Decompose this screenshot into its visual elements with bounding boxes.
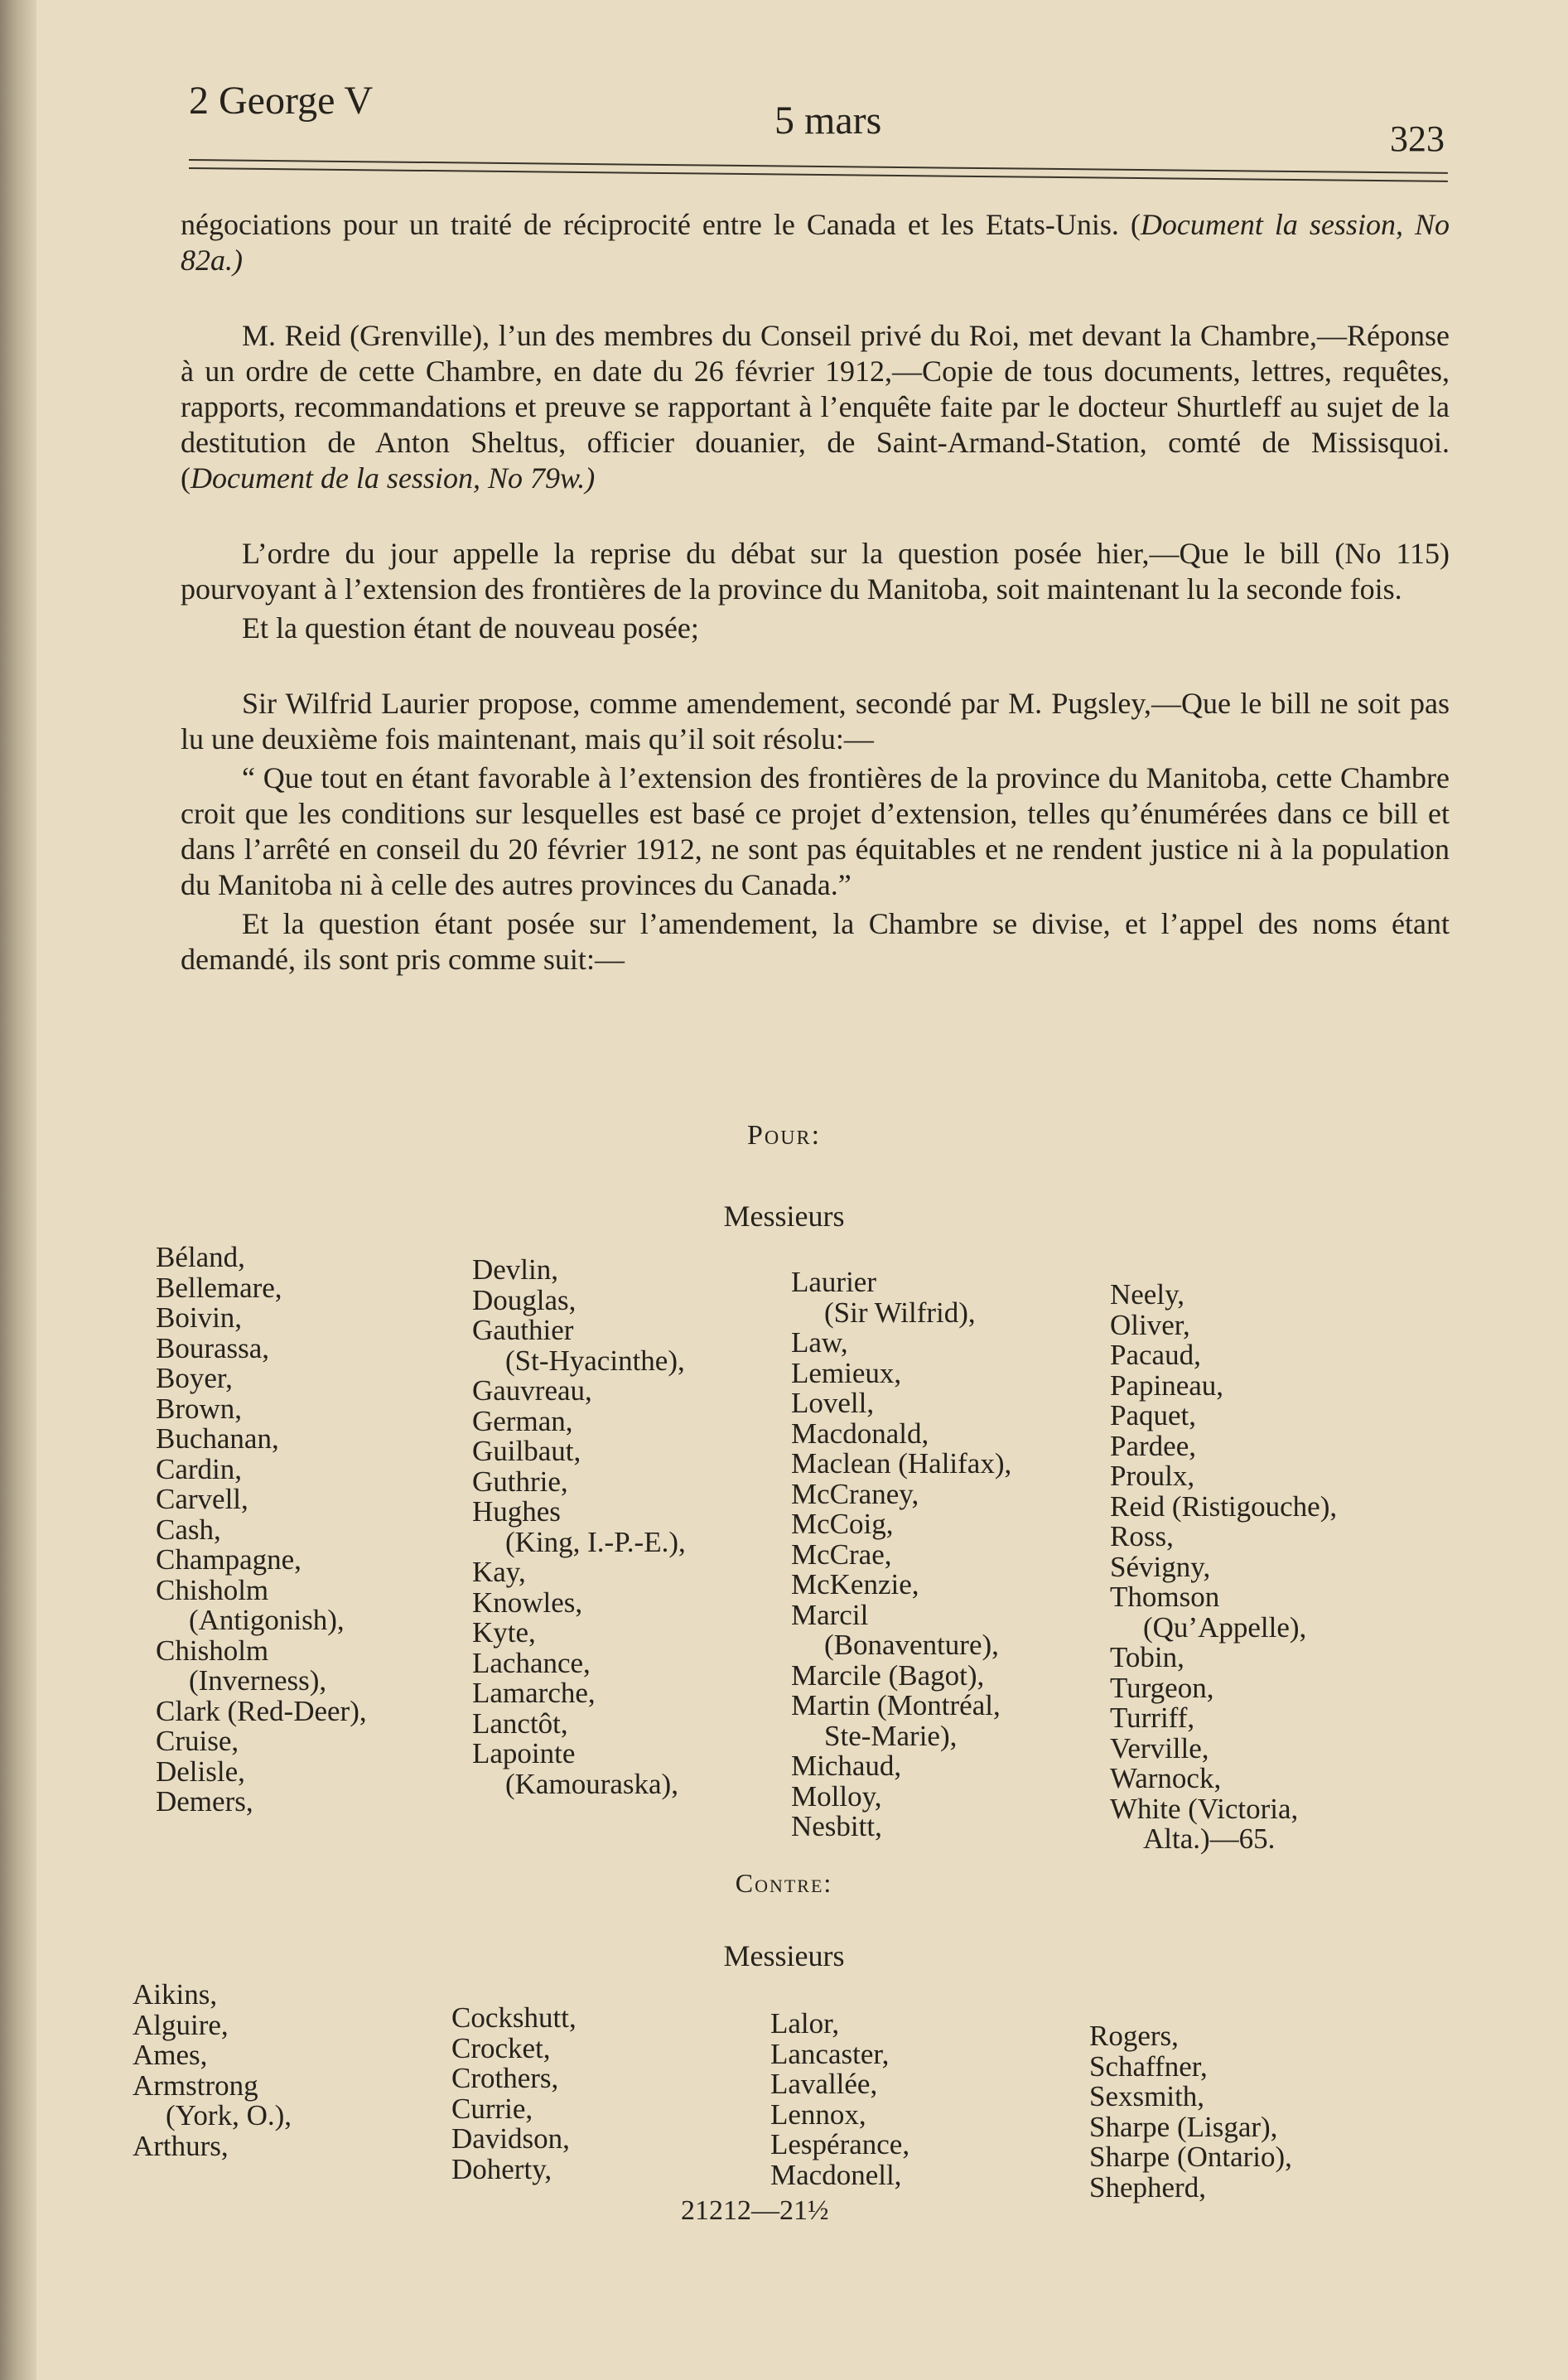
body-text <box>181 207 1450 978</box>
member-name: Boyer, <box>156 1362 233 1394</box>
member-riding: (Antigonish), <box>189 1604 345 1636</box>
member-riding: (Kamouraska), <box>505 1767 678 1800</box>
paragraph-tabled-document-2: M. Reid (Grenville), l’un des membres du Conseil privé du Roi, met devant la Chambre,—Réponse à un ordre de cette Chambre, en date du 26 février 1912,—Copie de tous documents, lettres, requêtes, rapports, recommandations et preuve se rapportant à l’enquête faite par le docteur Shurtleff au sujet de la destitution de Anton Sheltus, officier douanier, de Saint-Armand-Station, comté de Missisquoi. (Document de la session, No 79w.) <box>181 319 1450 495</box>
member-name: Rogers, <box>1089 2020 1179 2052</box>
member-riding: (Inverness), <box>189 1664 327 1697</box>
member-name: Bourassa, <box>156 1331 270 1364</box>
member-name: Lavallée, <box>770 2068 878 2100</box>
nays-heading: Contre: <box>735 1868 833 1898</box>
nays-column-2 <box>451 2003 799 2184</box>
member-name: Papineau, <box>1110 1369 1224 1402</box>
paragraph-order-of-day: L’ordre du jour appelle la reprise du débat sur la question posée hier,—Que le bill (No 115) pourvoyant à l’extension des frontières de la province du Manitoba, soit maintenant lu la seconde fois. <box>181 537 1450 606</box>
member-name: Gauvreau, <box>472 1374 592 1407</box>
member-name: Sharpe (Ontario), <box>1089 2141 1292 2173</box>
header-regnal-year: 2 George V <box>189 79 374 123</box>
header-date: 5 mars <box>774 99 882 142</box>
printer-signature: 21212—21½ <box>681 2195 829 2226</box>
member-name: Sexsmith, <box>1089 2080 1205 2112</box>
member-name: Lancaster, <box>770 2037 890 2070</box>
member-name: Hughes <box>472 1495 561 1528</box>
member-name: Champagne, <box>156 1543 302 1576</box>
member-name: Chisholm <box>156 1634 269 1667</box>
member-name: McCrae, <box>791 1538 892 1571</box>
member-name: Oliver, <box>1110 1308 1190 1341</box>
member-riding: (Bonaventure), <box>824 1629 999 1661</box>
member-name: Macdonald, <box>791 1417 929 1450</box>
member-name: Aikins, <box>133 1978 218 2011</box>
member-name: Paquet, <box>1110 1399 1197 1431</box>
yeas-column-1 <box>156 1243 504 1818</box>
member-name: Crocket, <box>451 2031 551 2064</box>
paragraph-amendment: Sir Wilfrid Laurier propose, comme amendement, secondé par M. Pugsley,—Que le bill ne soit pas lu une deuxième fois maintenant, mais qu’il soit résolu:— <box>181 687 1450 756</box>
page-number: 323 <box>1390 118 1445 159</box>
member-riding: (King, I.-P.-E.), <box>505 1525 686 1558</box>
member-name: Lemieux, <box>791 1356 902 1389</box>
member-name: Sharpe (Lisgar), <box>1089 2110 1278 2143</box>
member-name: Molloy, <box>791 1779 882 1813</box>
paragraph-amendment-text: “ Que tout en étant favorable à l’extension des frontières de la province du Manitoba, cette Chambre croit que les conditions sur lesquelles est basé ce projet d’extension, telles qu’énumérées dans ce bill et dans l’arrêté en conseil du 20 février 1912, ne sont pas équitables et ne rendent justice ni à la population du Manitoba ni à celle des autres provinces du Canada.” <box>181 761 1450 901</box>
yeas-column-2 <box>472 1255 820 1799</box>
member-name: White (Victoria, <box>1110 1792 1299 1825</box>
member-name: Ames, <box>133 2039 208 2071</box>
member-name: Lanctôt, <box>472 1707 568 1740</box>
member-name: Law, <box>791 1326 848 1359</box>
member-name: Carvell, <box>156 1483 248 1515</box>
member-name: Kyte, <box>472 1616 536 1649</box>
header-rule <box>189 159 1448 174</box>
member-name: Warnock, <box>1110 1762 1222 1794</box>
member-name: Arthurs, <box>133 2129 229 2162</box>
member-riding: (St-Hyacinthe), <box>505 1344 685 1377</box>
member-riding: Ste-Marie), <box>824 1719 958 1752</box>
member-name: Brown, <box>156 1392 243 1425</box>
member-name: Verville, <box>1110 1731 1209 1764</box>
member-name: Nesbitt, <box>791 1810 882 1842</box>
member-name: Proulx, <box>1110 1460 1195 1492</box>
yeas-total: Alta.)—65. <box>1143 1822 1276 1855</box>
paragraph-tabled-document-1: négociations pour un traité de réciprocité entre le Canada et les Etats-Unis. (Document la session, No 82a.) <box>181 208 1450 277</box>
member-name: Buchanan, <box>156 1422 279 1455</box>
member-name: Crothers, <box>451 2062 559 2094</box>
member-name: Shepherd, <box>1089 2170 1206 2204</box>
member-name: Demers, <box>156 1785 253 1818</box>
paragraph-division: Et la question étant posée sur l’amendement, la Chambre se divise, et l’appel des noms étant demandé, ils sont pris comme suit:— <box>181 907 1450 976</box>
member-name: Cruise, <box>156 1725 239 1757</box>
messieurs-heading: Messieurs <box>723 1200 845 1233</box>
member-name: Turriff, <box>1110 1702 1195 1734</box>
member-name: Michaud, <box>791 1750 902 1782</box>
nays-column-3 <box>770 2009 1118 2190</box>
member-name: Turgeon, <box>1110 1671 1214 1704</box>
member-name: Davidson, <box>451 2122 570 2155</box>
member-name: Douglas, <box>472 1283 577 1316</box>
member-name: Marcile (Bagot), <box>791 1658 985 1692</box>
member-name: Pardee, <box>1110 1429 1196 1462</box>
member-riding: (Sir Wilfrid), <box>824 1296 976 1329</box>
member-name: Lennox, <box>770 2098 866 2131</box>
member-name: McCoig, <box>791 1508 894 1540</box>
member-name: Currie, <box>451 2092 533 2125</box>
member-name: Gauthier <box>472 1314 574 1346</box>
member-name: Maclean (Halifax), <box>791 1447 1012 1480</box>
messieurs-heading: Messieurs <box>723 1939 845 1972</box>
member-name: Armstrong <box>133 2069 258 2102</box>
paragraph-question-put: Et la question étant de nouveau posée; <box>242 611 699 644</box>
member-name: Reid (Ristigouche), <box>1110 1489 1338 1523</box>
member-name: Lespérance, <box>770 2128 910 2160</box>
member-name: Lamarche, <box>472 1677 596 1709</box>
member-name: Lalor, <box>770 2007 840 2040</box>
member-name: Lapointe <box>472 1737 576 1769</box>
member-name: McKenzie, <box>791 1568 919 1600</box>
member-name: Pacaud, <box>1110 1339 1201 1371</box>
member-name: Schaffner, <box>1089 2049 1208 2083</box>
member-name: Neely, <box>1110 1278 1185 1311</box>
member-name: Lovell, <box>791 1387 875 1419</box>
member-riding: (Qu’Appelle), <box>1143 1610 1307 1644</box>
member-name: Bellemare, <box>156 1271 282 1304</box>
member-name: Knowles, <box>472 1586 583 1619</box>
yeas-heading: Pour: <box>746 1120 822 1151</box>
member-name: Kay, <box>472 1556 526 1588</box>
member-name: Martin (Montréal, <box>791 1689 1001 1721</box>
member-name: Alguire, <box>133 2008 229 2041</box>
member-name: Cockshutt, <box>451 2001 577 2034</box>
member-name: Ross, <box>1110 1520 1174 1552</box>
member-name: Devlin, <box>472 1253 559 1286</box>
member-name: Lachance, <box>472 1646 591 1679</box>
member-name: Delisle, <box>156 1755 245 1788</box>
member-name: Tobin, <box>1110 1641 1184 1673</box>
member-name: McCraney, <box>791 1477 919 1510</box>
member-riding: (York, O.), <box>166 2099 292 2131</box>
member-name: Béland, <box>156 1241 245 1273</box>
member-name: Cardin, <box>156 1452 243 1485</box>
member-name: Doherty, <box>451 2152 552 2185</box>
member-name: Guilbaut, <box>472 1435 581 1467</box>
member-name: Laurier <box>791 1266 876 1298</box>
member-name: Chisholm <box>156 1573 269 1606</box>
member-name: Cash, <box>156 1513 221 1546</box>
member-name: Boivin, <box>156 1301 243 1334</box>
member-name: Sévigny, <box>1110 1550 1211 1583</box>
member-name: Thomson <box>1110 1581 1220 1613</box>
member-name: German, <box>472 1404 573 1437</box>
yeas-column-4 <box>1110 1280 1458 1855</box>
member-name: Macdonell, <box>770 2158 902 2191</box>
nays-column-4 <box>1089 2021 1437 2203</box>
yeas-column-3 <box>791 1267 1139 1842</box>
member-name: Marcil <box>791 1598 869 1631</box>
member-name: Clark (Red-Deer), <box>156 1694 367 1727</box>
member-name: Guthrie, <box>472 1465 568 1498</box>
nays-column-1 <box>133 1980 480 2161</box>
